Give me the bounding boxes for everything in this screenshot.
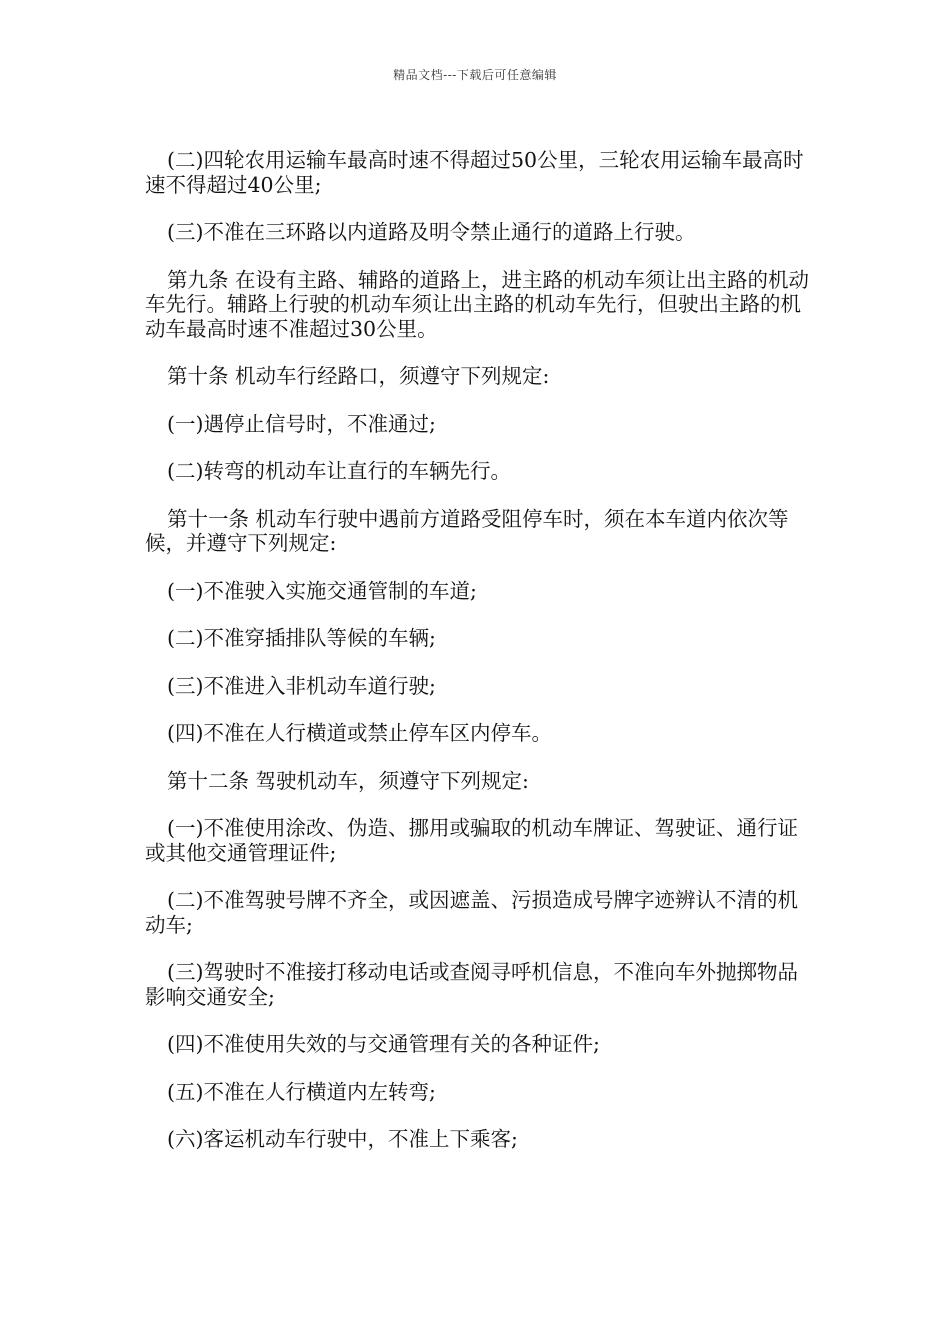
page-header: 精品文档---下载后可任意编辑	[393, 68, 557, 82]
document-body	[145, 148, 810, 1175]
paragraph: (四)不准在人行横道或禁止停车区内停车。	[167, 721, 552, 745]
paragraph: (二)不准驾驶号牌不齐全，或因遮盖、污损造成号牌字迹辨认不清的机动车;	[145, 888, 798, 937]
paragraph: (一)不准驶入实施交通管制的车道;	[167, 578, 477, 603]
paragraph: (一)遇停止信号时，不准通过;	[167, 411, 436, 436]
paragraph: 第十二条 驾驶机动车，须遵守下列规定:	[167, 768, 529, 793]
paragraph: 第九条 在设有主路、辅路的道路上，进主路的机动车须让出主路的机动车先行。辅路上行驶的机动车须让出主路的机动车先行，但驶出主路的机动车最高时速不准超过30公里。	[145, 267, 810, 341]
paragraph: (一)不准使用涂改、伪造、挪用或骗取的机动车牌证、驾驶证、通行证或其他交通管理证件;	[145, 816, 798, 865]
paragraph: (五)不准在人行横道内左转弯;	[167, 1079, 436, 1104]
paragraph: 第十一条 机动车行驶中遇前方道路受阻停车时，须在本车道内依次等候，并遵守下列规定:	[145, 506, 789, 555]
paragraph: (六)客运机动车行驶中，不准上下乘客;	[167, 1127, 518, 1151]
paragraph: (三)不准进入非机动车道行驶;	[167, 673, 436, 698]
paragraph: (四)不准使用失效的与交通管理有关的各种证件;	[167, 1032, 600, 1056]
paragraph: (二)转弯的机动车让直行的车辆先行。	[167, 459, 511, 483]
paragraph: 第十条 机动车行经路口，须遵守下列规定:	[167, 364, 550, 388]
paragraph: (三)不准在三环路以内道路及明令禁止通行的道路上行驶。	[167, 220, 696, 244]
paragraph: (二)四轮农用运输车最高时速不得超过50公里，三轮农用运输车最高时速不得超过40公里;	[145, 148, 804, 197]
paragraph: (三)驾驶时不准接打移动电话或查阅寻呼机信息，不准向车外抛掷物品影响交通安全;	[145, 960, 798, 1009]
paragraph: (二)不准穿插排队等候的车辆;	[167, 626, 436, 650]
